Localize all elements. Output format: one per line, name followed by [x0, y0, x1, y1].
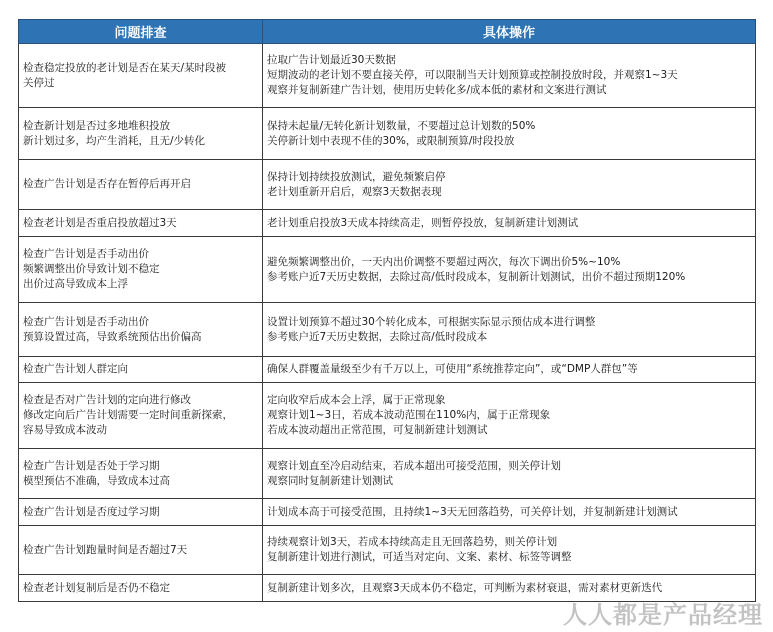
operation-cell: 老计划重启投放3天成本持续高走，则暂停投放，复制新建计划测试: [263, 210, 756, 237]
header-issue-check: 问题排查: [19, 20, 263, 44]
issue-cell: 检查老计划复制后是否仍不稳定: [19, 575, 263, 602]
operation-cell: 保持计划持续投放测试，避免频繁启停 老计划重新开启后，观察3天数据表现: [263, 160, 756, 210]
watermark-logo: 人人都是产品经理: [563, 601, 763, 629]
operation-cell: 拉取广告计划最近30天数据 短期波动的老计划不要直接关停，可以限制当天计划预算或控制投放时段，并观察1~3天 观察并复制新建广告计划，使用历史转化多/成本低的素材和文案进行测试: [263, 44, 756, 108]
troubleshooting-table: [18, 19, 756, 602]
table-row: [19, 108, 756, 160]
table-row: [19, 449, 756, 499]
issue-cell: 检查广告计划跑量时间是否超过7天: [19, 526, 263, 575]
issue-cell: 检查广告计划是否处于学习期 模型预估不准确，导致成本过高: [19, 449, 263, 499]
issue-cell: 检查广告计划是否手动出价 频繁调整出价导致计划不稳定 出价过高导致成本上浮: [19, 237, 263, 303]
table-row: [19, 210, 756, 237]
operation-cell: 计划成本高于可接受范围，且持续1~3天无回落趋势，可关停计划，并复制新建计划测试: [263, 499, 756, 526]
issue-cell: 检查广告计划是否存在暂停后再开启: [19, 160, 263, 210]
header-row: [19, 20, 756, 44]
table-row: [19, 160, 756, 210]
table-row: [19, 303, 756, 357]
operation-cell: 避免频繁调整出价，一天内出价调整不要超过两次，每次下调出价5%~10% 参考账户近7天历史数据，去除过高/低时段成本，复制新计划测试，出价不超过预期120%: [263, 237, 756, 303]
table-row: [19, 44, 756, 108]
operation-cell: 设置计划预算不超过30个转化成本，可根据实际显示预估成本进行调整 参考账户近7天历史数据，去除过高/低时段成本: [263, 303, 756, 357]
operation-cell: 持续观察计划3天，若成本持续高走且无回落趋势，则关停计划 复制新建计划进行测试，可适当对定向、文案、素材、标签等调整: [263, 526, 756, 575]
issue-cell: 检查稳定投放的老计划是否在某天/某时段被 关停过: [19, 44, 263, 108]
table-row: [19, 526, 756, 575]
table-row: [19, 237, 756, 303]
issue-cell: 检查是否对广告计划的定向进行修改 修改定向后广告计划需要一定时间重新探索， 容易导致成本波动: [19, 383, 263, 449]
issue-cell: 检查广告计划是否手动出价 预算设置过高，导致系统预估出价偏高: [19, 303, 263, 357]
operation-cell: 确保人群覆盖量级至少有千万以上，可使用“系统推荐定向”，或“DMP人群包”等: [263, 357, 756, 383]
issue-cell: 检查广告计划是否度过学习期: [19, 499, 263, 526]
operation-cell: 观察计划直至冷启动结束，若成本超出可接受范围，则关停计划 观察同时复制新建计划测试: [263, 449, 756, 499]
operation-cell: 保持未起量/无转化新计划数量，不要超过总计划数的50% 关停新计划中表现不佳的30%，或限制预算/时段投放: [263, 108, 756, 160]
operation-cell: 复制新建计划多次，且观察3天成本仍不稳定，可判断为素材衰退，需对素材更新迭代: [263, 575, 756, 602]
issue-cell: 检查老计划是否重启投放超过3天: [19, 210, 263, 237]
issue-cell: 检查广告计划人群定向: [19, 357, 263, 383]
table-row: [19, 499, 756, 526]
header-specific-operation: 具体操作: [263, 20, 756, 44]
issue-cell: 检查新计划是否过多地堆积投放 新计划过多，均产生消耗，且无/少转化: [19, 108, 263, 160]
table-row: [19, 357, 756, 383]
table-row: [19, 383, 756, 449]
operation-cell: 定向收窄后成本会上浮，属于正常现象 观察计划1~3日，若成本波动范围在110%内，属于正常现象 若成本波动超出正常范围，可复制新建计划测试: [263, 383, 756, 449]
